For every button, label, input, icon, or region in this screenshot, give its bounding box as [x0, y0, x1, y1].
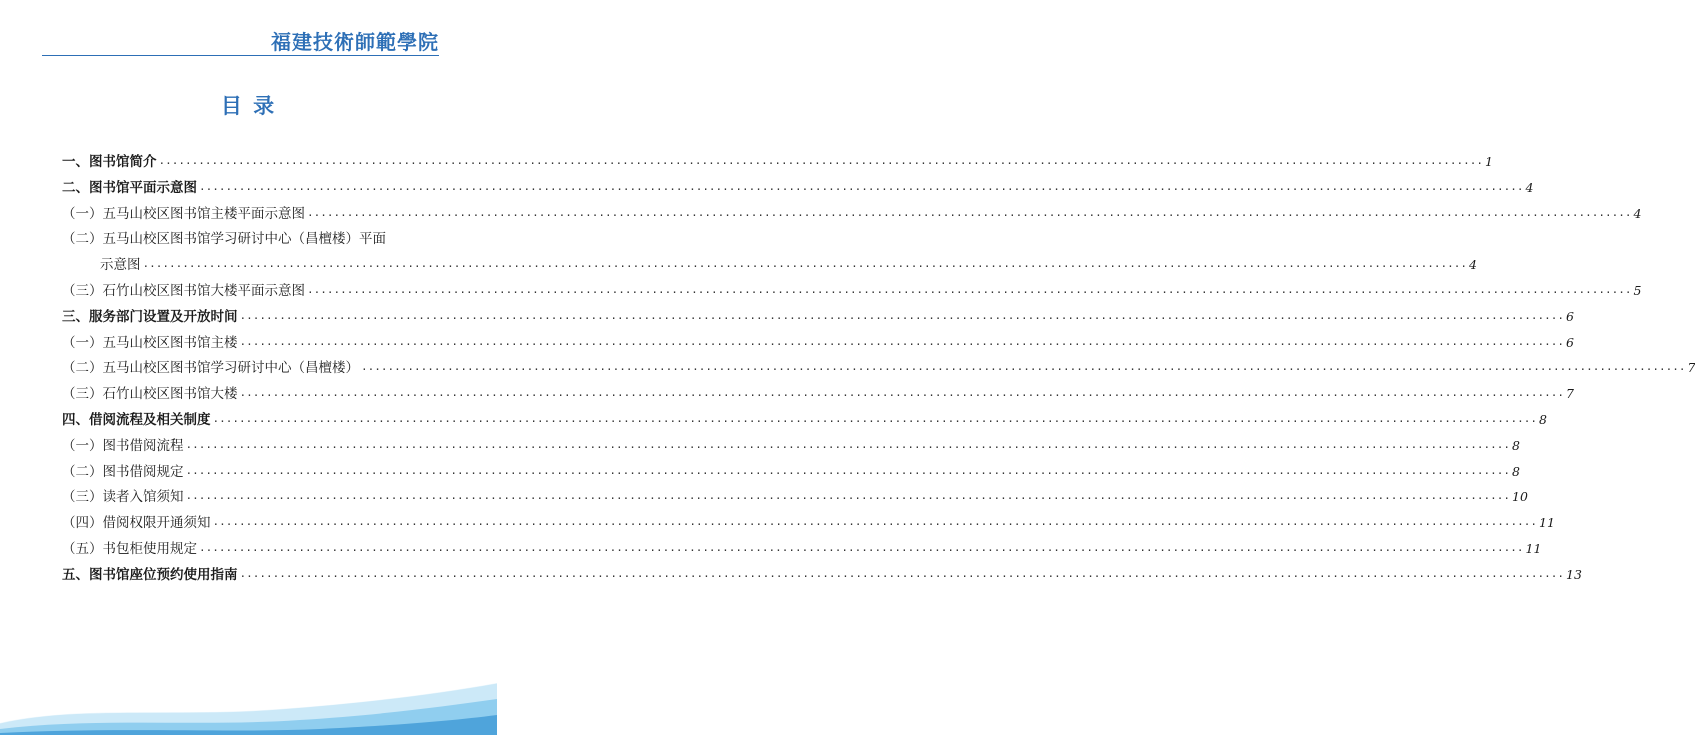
- toc-entry-label: （三）读者入馆须知: [62, 489, 184, 506]
- toc-page-number: 6: [1566, 334, 1574, 350]
- toc-leader-dots: ........................................................................................................................................................................................................: [239, 308, 1565, 322]
- toc-page-number: 6: [1566, 308, 1574, 324]
- toc-entry: [62, 508, 1555, 532]
- toc-leader-dots: ........................................................................................................................................................................................................: [142, 257, 1468, 271]
- toc-entry: [62, 147, 1493, 171]
- toc-entry-label: （一）图书借阅流程: [62, 437, 184, 454]
- toc-leader-dots: ........................................................................................................................................................................................................: [212, 515, 1538, 529]
- toc-entry-label: （一）五马山校区图书馆主楼平面示意图: [62, 205, 305, 222]
- toc-page-number: 10: [1512, 489, 1528, 505]
- toc-entry: [62, 457, 1520, 481]
- toc-page-number: 4: [1633, 205, 1642, 221]
- toc-page-number: 5: [1633, 283, 1642, 298]
- header-divider: [42, 55, 439, 56]
- toc-entry-label: 一、图书馆简介: [62, 154, 157, 170]
- toc-page-number: 7: [1566, 386, 1574, 402]
- toc-entry: [62, 482, 1528, 506]
- toc-leader-dots: ........................................................................................................................................................................................................: [158, 154, 1484, 167]
- toc-entry: [62, 173, 1534, 197]
- page-header: [0, 0, 497, 62]
- toc-leader-dots: ........................................................................................................................................................................................................: [239, 334, 1565, 348]
- toc-leader-dots: ........................................................................................................................................................................................................: [307, 205, 1632, 219]
- toc-page-number: 11: [1525, 541, 1542, 556]
- toc-entry-label: 三、服务部门设置及开放时间: [62, 308, 238, 325]
- toc-entry: [62, 405, 1547, 429]
- toc-page-number: 1: [1485, 154, 1493, 169]
- toc-entry: [62, 250, 1477, 274]
- toc-entry-label: 四、借阅流程及相关制度: [62, 412, 211, 428]
- toc-leader-dots: ........................................................................................................................................................................................................: [185, 437, 1511, 451]
- toc-page-number: 13: [1566, 566, 1582, 582]
- toc-entry-label: （二）五马山校区图书馆学习研讨中心（昌檀楼）平面: [62, 231, 386, 248]
- toc-page-number: 8: [1512, 463, 1520, 479]
- toc-page-number: 4: [1469, 257, 1477, 273]
- toc-leader-dots: ........................................................................................................................................................................................................: [199, 541, 1524, 554]
- toc-leader-dots: ........................................................................................................................................................................................................: [239, 566, 1565, 580]
- toc-entry-label: （二）五马山校区图书馆学习研讨中心（昌檀楼）: [62, 360, 359, 377]
- toc-title: 目 录: [220, 94, 277, 118]
- toc-page-number: 4: [1525, 179, 1534, 195]
- toc-entry: [62, 328, 1574, 352]
- toc-entry-label: 五、图书馆座位预约使用指南: [62, 566, 238, 583]
- toc-leader-dots: ........................................................................................................................................................................................................: [185, 489, 1511, 503]
- toc-entry: [62, 353, 1695, 377]
- toc-entry: [62, 199, 1642, 223]
- toc-entry: [62, 224, 436, 248]
- toc-entry-label: （一）五马山校区图书馆主楼: [62, 334, 238, 351]
- toc-entry: [62, 560, 1582, 584]
- toc-leader-dots: ........................................................................................................................................................................................................: [239, 386, 1565, 400]
- toc-entry-label: 示意图: [100, 257, 141, 274]
- toc-entry-label: 二、图书馆平面示意图: [62, 179, 197, 196]
- toc-entry-label: （三）石竹山校区图书馆大楼平面示意图: [62, 283, 305, 299]
- toc-entry: [62, 379, 1574, 403]
- toc-entry-label: （五）书包柜使用规定: [62, 541, 197, 557]
- toc-leader-dots: ........................................................................................................................................................................................................: [361, 360, 1686, 374]
- toc-entry-label: （三）石竹山校区图书馆大楼: [62, 386, 238, 403]
- toc-leader-dots: ........................................................................................................................................................................................................: [199, 179, 1524, 193]
- toc-leader-dots: ........................................................................................................................................................................................................: [212, 412, 1538, 425]
- toc-page-number: 7: [1687, 360, 1695, 376]
- toc-leader-dots: ........................................................................................................................................................................................................: [307, 283, 1632, 296]
- wave-decoration: [0, 665, 497, 735]
- toc-page-number: 11: [1539, 515, 1555, 531]
- toc-page-number: 8: [1512, 437, 1520, 453]
- toc-entry: [62, 431, 1520, 455]
- toc-page-number: 8: [1539, 412, 1547, 427]
- toc-entry-label: （二）图书借阅规定: [62, 463, 184, 480]
- toc-entry: [62, 276, 1642, 300]
- toc-entry: [62, 534, 1542, 558]
- school-name: 福建技術師範學院: [271, 30, 439, 54]
- toc-leader-dots: ........................................................................................................................................................................................................: [185, 463, 1511, 477]
- toc-entry: [62, 302, 1574, 326]
- toc-entry-label: （四）借阅权限开通须知: [62, 515, 211, 532]
